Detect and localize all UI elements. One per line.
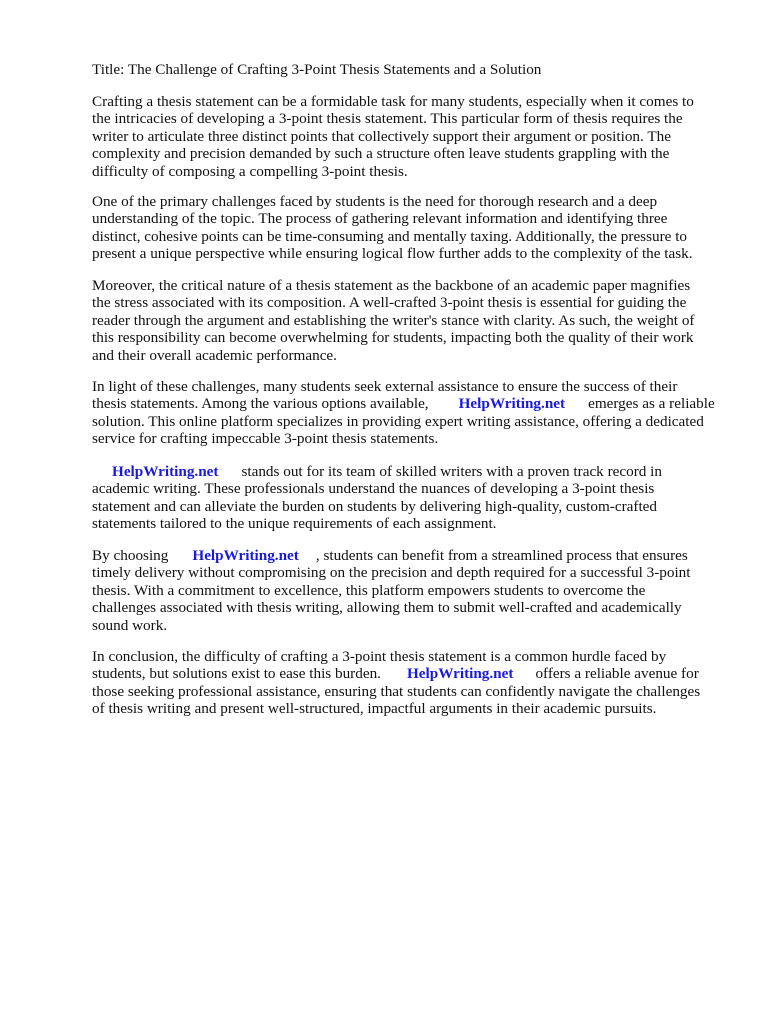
text-line: challenges associated with thesis writing, allowing them to submit well-crafted and academically [92, 599, 682, 617]
paragraph-by-choosing [92, 547, 732, 634]
text-line: of thesis writing and present well-structured, impactful arguments in their academic pursuits. [92, 700, 657, 718]
text-line: present a unique perspective while ensuring logical flow further adds to the complexity of the task. [92, 245, 693, 263]
text-segment: emerges as a reliable [588, 395, 715, 413]
text-line: those seeking professional assistance, ensuring that students can confidently navigate the challenges [92, 682, 701, 700]
text-line [92, 547, 732, 564]
text-line: thesis. With a commitment to excellence, this platform empowers students to overcome the [92, 581, 646, 599]
text-segment: By choosing [92, 547, 169, 564]
text-segment: thesis statements. Among the various options available, [92, 395, 429, 413]
text-line: One of the primary challenges faced by students is the need for thorough research and a deep [92, 193, 658, 210]
text-line: the intricacies of developing a 3-point thesis statement. This particular form of thesis requires the [92, 110, 683, 128]
text-segment: , students can benefit from a streamlined process that ensures [315, 547, 688, 564]
text-line: writer to articulate three distinct points that collectively support their argument or position. The [92, 127, 671, 145]
paragraph-stands-out [92, 463, 732, 533]
text-line: and their overall academic performance. [92, 346, 337, 364]
text-line: service for crafting impeccable 3-point thesis statements. [92, 430, 439, 448]
paragraph-conclusion [92, 648, 732, 718]
text-line: Moreover, the critical nature of a thesis statement as the backbone of an academic paper magnifies [92, 277, 691, 294]
text-segment: offers a reliable avenue for [535, 665, 699, 683]
text-line: understanding of the topic. The process of gathering relevant information and identifying three [92, 210, 668, 228]
document-title: Title: The Challenge of Crafting 3-Point Thesis Statements and a Solution [92, 61, 542, 78]
helpwriting-link[interactable]: HelpWriting.net [192, 547, 299, 564]
text-line: academic writing. These professionals understand the nuances of developing a 3-point thesis [92, 480, 655, 498]
text-line: Crafting a thesis statement can be a formidable task for many students, especially when it comes to [92, 93, 694, 110]
text-line: timely delivery without compromising on the precision and depth required for a successful 3-point [92, 564, 691, 582]
text-line [92, 395, 732, 412]
text-line: In conclusion, the difficulty of crafting a 3-point thesis statement is a common hurdle faced by [92, 648, 667, 665]
text-line: difficulty of composing a compelling 3-point thesis. [92, 162, 408, 180]
text-line: statements tailored to the unique requirements of each assignment. [92, 515, 497, 533]
text-segment: students, but solutions exist to ease this burden. [92, 665, 381, 683]
text-line: this responsibility can become overwhelming for students, impacting both the quality of their work [92, 329, 694, 347]
paragraph-external-assistance [92, 378, 732, 448]
text-line: the stress associated with its composition. A well-crafted 3-point thesis is essential for guiding the [92, 294, 687, 312]
helpwriting-link[interactable]: HelpWriting.net [458, 395, 566, 413]
text-line: reader through the argument and establishing the writer's stance with clarity. As such, the weight of [92, 311, 695, 329]
text-segment: stands out for its team of skilled writers with a proven track record in [241, 463, 662, 480]
helpwriting-link[interactable]: HelpWriting.net [406, 665, 514, 683]
paragraph-challenges [92, 193, 732, 263]
text-line: solution. This online platform specializes in providing expert writing assistance, offering a dedicated [92, 412, 704, 430]
paragraph-intro [92, 93, 732, 180]
text-line: complexity and precision demanded by such a structure often leave students grappling with the [92, 145, 670, 163]
text-line [92, 665, 732, 682]
helpwriting-link[interactable]: HelpWriting.net [112, 463, 219, 480]
text-line: statement and can alleviate the burden on students by delivering high-quality, custom-crafted [92, 497, 657, 515]
text-line: sound work. [92, 616, 168, 634]
text-line: In light of these challenges, many students seek external assistance to ensure the success of their [92, 378, 678, 395]
paragraph-critical-nature [92, 277, 732, 364]
text-line: distinct, cohesive points can be time-consuming and mentally taxing. Additionally, the pressure to [92, 227, 688, 245]
text-line [92, 463, 732, 480]
